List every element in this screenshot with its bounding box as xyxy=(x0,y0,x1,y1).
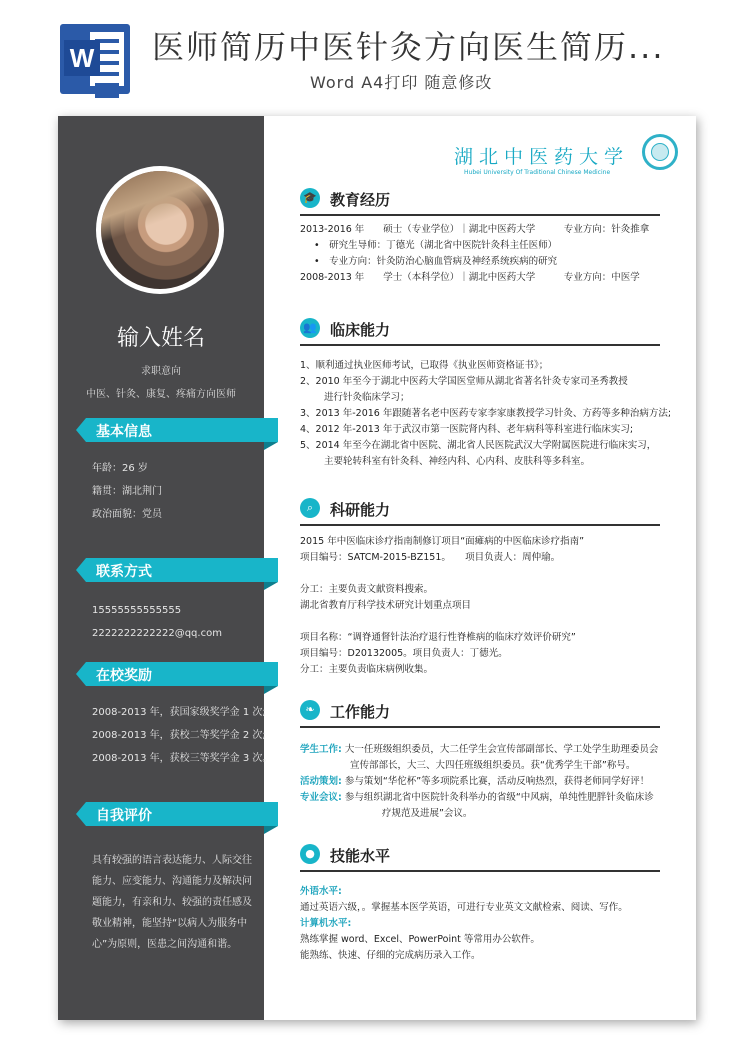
award-item: 2008-2013 年，获校三等奖学金 3 次。 xyxy=(92,753,273,764)
self-eval-line: 敬业精神，能坚持“以病人为服务中 xyxy=(92,918,248,929)
research-line: 湖北省教育厅科学技术研究计划重点项目 xyxy=(300,600,472,611)
avatar-photo xyxy=(101,171,219,289)
word-letter: W xyxy=(64,40,100,76)
clinical-header xyxy=(300,318,660,346)
self-eval-text xyxy=(92,850,252,955)
self-eval-banner xyxy=(76,802,278,832)
self-eval-line: 题能力，有亲和力、较强的责任感及 xyxy=(92,897,252,908)
resume-main xyxy=(264,116,696,1020)
clinical-line: 3、2013 年-2016 年跟随著名老中医药专家李家康教授学习针灸、方药等多种治病方法; xyxy=(300,408,672,419)
age-text: 年龄：26 岁 xyxy=(92,463,148,474)
work-header xyxy=(300,700,660,728)
contact-banner xyxy=(76,558,278,588)
education-line: • 研究生导师：丁德光（湖北省中医院针灸科主任医师） xyxy=(314,240,558,251)
clinical-line: 1、顺利通过执业医师考试，已取得《执业医师资格证书》； xyxy=(300,360,549,371)
work-item-label: 学生工作: xyxy=(300,744,342,755)
origin-text: 籍贯：湖北荆门 xyxy=(92,486,162,497)
skills-title: 技能水平 xyxy=(330,847,391,865)
graduation-cap-icon: 🎓 xyxy=(300,188,320,208)
avatar xyxy=(96,166,224,294)
university-seal-icon xyxy=(642,134,678,170)
clinical-line: 主要轮转科室有针灸科、神经内科、心内科、皮肤科等多科室。 xyxy=(324,456,591,467)
document-header xyxy=(0,0,750,110)
awards-banner xyxy=(76,662,278,692)
work-item-label: 活动策划: xyxy=(300,776,342,787)
basic-info-banner xyxy=(76,418,278,448)
language-text: 通过英语六级，。掌握基本医学英语，可进行专业英文文献检索、阅读、写作。 xyxy=(300,902,628,913)
self-eval-line: 具有较强的语言表达能力、人际交往 xyxy=(92,855,252,866)
politics-text: 政治面貌：党员 xyxy=(92,509,162,520)
education-title: 教育经历 xyxy=(330,191,391,209)
work-item xyxy=(300,742,658,758)
work-item-text: 参与组织湖北省中医院针灸科举办的省级“中风病，单纯性肥胖针灸临床诊 xyxy=(344,792,654,803)
document-subtitle: Word A4打印 随意修改 xyxy=(310,73,493,92)
email-text: 2222222222222@qq.com xyxy=(92,628,222,639)
job-intention-value: 中医、针灸、康复、疼痛方向医师 xyxy=(86,389,236,400)
work-item: 疗规范及进展”会议。 xyxy=(382,808,473,819)
research-line: 分工：主要负责临床病例收集。 xyxy=(300,664,434,675)
university-name: 湖北中医药大学 xyxy=(454,146,630,168)
research-line: 2015 年中医临床诊疗指南制修订项目“面瘫病的中医临床诊疗指南” xyxy=(300,536,585,547)
work-item-text: 大一任班级组织委员，大二任学生会宣传部副部长、学工处学生助理委员会 xyxy=(344,744,659,755)
candidate-name: 输入姓名 xyxy=(116,326,205,351)
research-header xyxy=(300,498,660,526)
research-line: 分工：主要负责文献资料搜索。 xyxy=(300,584,434,595)
education-line: 2013-2016 年 硕士（专业学位）｜湖北中医药大学 专业方向：针灸推拿 xyxy=(300,224,650,235)
education-header xyxy=(300,188,660,216)
search-icon: ⌕ xyxy=(300,498,320,518)
clinical-title: 临床能力 xyxy=(330,321,391,339)
clinical-line: 4、2012 年-2013 年于武汉市第一医院肾内科、老年病科等科室进行临床实习; xyxy=(300,424,634,435)
work-item: 宣传部部长，大三、大四任班级组织委员。获“优秀学生干部”称号。 xyxy=(350,760,636,771)
phone-text: 15555555555555 xyxy=(92,605,182,616)
document-title: 医师简历中医针灸方向医生简历... xyxy=(152,28,665,66)
research-line: 项目编号：D20132005。项目负责人：丁德光。 xyxy=(300,648,508,659)
water-drop-icon: ● xyxy=(300,844,320,864)
computer-label: 计算机水平: xyxy=(300,918,352,929)
job-intention-label: 求职意向 xyxy=(141,366,181,377)
self-eval-line: 心”为原则，医患之间沟通和谐。 xyxy=(92,939,238,950)
research-title: 科研能力 xyxy=(330,501,391,519)
education-line: • 专业方向：针灸防治心脑血管病及神经系统疾病的研究 xyxy=(314,256,558,267)
people-icon: 👥 xyxy=(300,318,320,338)
contact-title: 联系方式 xyxy=(96,564,152,580)
work-item xyxy=(300,790,654,806)
research-line: 项目编号：SATCM-2015-BZ151。 项目负责人：周仲瑜。 xyxy=(300,552,561,563)
clinical-line: 5、2014 年至今在湖北省中医院、湖北省人民医院武汉大学附属医院进行临床实习， xyxy=(300,440,657,451)
self-eval-title: 自我评价 xyxy=(96,808,152,824)
skills-header xyxy=(300,844,660,872)
clinical-line: 进行针灸临床学习； xyxy=(324,392,410,403)
resume-sidebar xyxy=(58,116,273,1020)
research-line: 项目名称：“调脊通督针法治疗退行性脊椎病的临床疗效评价研究” xyxy=(300,632,576,643)
awards-title: 在校奖励 xyxy=(96,668,152,684)
award-item: 2008-2013 年，获国家级奖学金 1 次; xyxy=(92,707,266,718)
resume-page xyxy=(58,116,696,1020)
award-item: 2008-2013 年，获校二等奖学金 2 次; xyxy=(92,730,266,741)
computer-text: 熟练掌握 word、Excel、PowerPoint 等常用办公软件。 xyxy=(300,934,540,945)
language-label: 外语水平: xyxy=(300,886,342,897)
self-eval-line: 能力、应变能力、沟通能力及解决问 xyxy=(92,876,252,887)
word-document-icon xyxy=(60,24,130,94)
leaf-icon: ❧ xyxy=(300,700,320,720)
basic-info-title: 基本信息 xyxy=(96,424,152,440)
university-name-en: Hubei University Of Traditional Chinese Medicine xyxy=(464,169,611,176)
computer-text: 能熟练、快速、仔细的完成病历录入工作。 xyxy=(300,950,481,961)
work-title: 工作能力 xyxy=(330,703,391,721)
clinical-line: 2、2010 年至今于湖北中医药大学国医堂师从湖北省著名针灸专家司圣秀教授 xyxy=(300,376,628,387)
education-line: 2008-2013 年 学士（本科学位）｜湖北中医药大学 专业方向：中医学 xyxy=(300,272,640,283)
work-item-label: 专业会议: xyxy=(300,792,342,803)
work-item xyxy=(300,774,649,790)
work-item-text: 参与策划“华佗杯”等多项院系比赛，活动反响热烈，获得老师同学好评！ xyxy=(344,776,650,787)
